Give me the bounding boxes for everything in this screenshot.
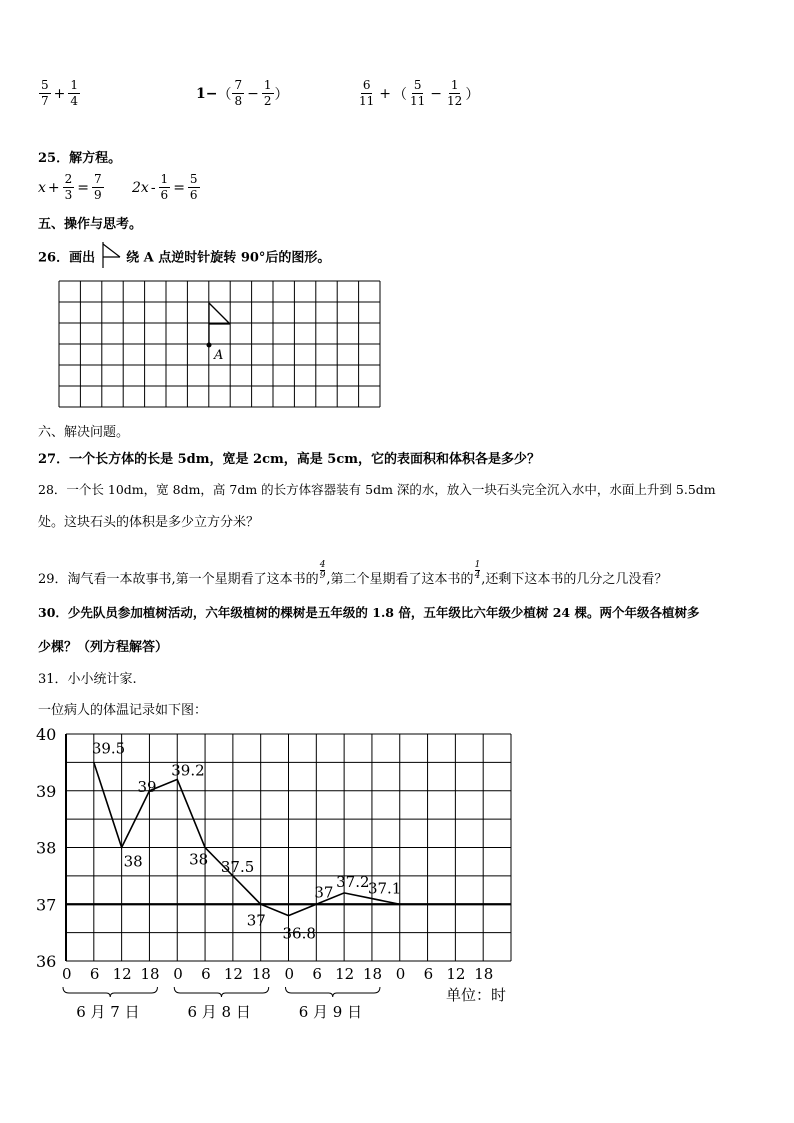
q31-intro: 一位病人的体温记录如下图： (38, 703, 208, 718)
x-tick-label: 18 (362, 965, 383, 983)
group-label: 6 月 9 日 (298, 1003, 363, 1021)
q28-line2: 处。这块石头的体积是多少立方分米？ (38, 515, 260, 530)
x-tick-label: 6 (201, 965, 211, 983)
q28-line1: 28．一个长 10dm，宽 8dm，高 7dm 的长方体容器装有 5dm 深的水，放入一块石头完全沉入水中，水面上升到 5.5dm (38, 482, 716, 497)
x-tick-label: 6 (423, 965, 434, 983)
point-label: 37.5 (220, 857, 255, 876)
q30-line2: 少棵？（列方程解答） (38, 640, 169, 655)
q30-line1: 30．少先队员参加植树活动，六年级植树的棵树是五年级的 1.8 倍，五年级比六年级少植树 24 棵。两个年级各植树多 (38, 605, 700, 620)
y-tick-label: 36 (36, 952, 57, 971)
x-tick-label: 12 (335, 965, 355, 983)
x-tick-label: 18 (140, 965, 160, 983)
x-tick-label: 0 (62, 965, 72, 983)
calc-expr-3: $\frac{6}{11}$ + （ $\frac{5}{11}$ − $\frac{1}{12}$ ） (359, 78, 480, 108)
point-label: 37.2 (336, 872, 370, 891)
point-label: 38 (123, 852, 143, 871)
q29-text: 29．淘气看一本故事书,第一个星期看了这本书的 $\frac{4}{9}$ ,第二个星期看了这本书的 $\frac{1}{4}$ ,还剩下这本书的几分之几没看？ (38, 560, 668, 587)
calc-expr-1: $\frac{5}{7}$ + $\frac{1}{4}$ (41, 78, 79, 108)
point-label: 36.8 (282, 924, 316, 943)
q31-label: 31．小小统计家. (38, 672, 137, 687)
unit-label: 单位：时 (446, 986, 507, 1004)
q27-text: 27．一个长方体的长是 5dm，宽是 2cm，高是 5cm，它的表面积和体积各是多少？ (38, 452, 540, 467)
x-tick-label: 12 (446, 965, 466, 983)
equation-1: x + $\frac{2}{3}$ = $\frac{7}{9}$ (38, 172, 102, 202)
point-label: 39.2 (171, 761, 205, 780)
group-label: 6 月 7 日 (76, 1003, 140, 1021)
x-tick-label: 18 (251, 965, 271, 983)
point-label: 37 (246, 911, 266, 930)
group-label: 6 月 8 日 (187, 1003, 251, 1021)
q26-text: 26．画出 绕 A 点逆时针旋转 90°后的图形。 (38, 245, 330, 271)
y-tick-label: 40 (36, 725, 57, 744)
point-a (207, 343, 212, 348)
point-label: 39.5 (91, 739, 126, 758)
section-6-heading: 六、解决问题。 (38, 425, 130, 440)
point-label: 39 (137, 777, 157, 796)
x-tick-label: 6 (89, 965, 100, 983)
x-tick-label: 0 (395, 965, 406, 983)
group-brace (63, 987, 157, 997)
q25-label: 25．解方程。 (38, 151, 122, 166)
flag-shape-icon (100, 242, 122, 268)
point-label: 37.1 (367, 879, 402, 898)
x-tick-label: 6 (312, 965, 322, 983)
calc-expr-2: 1− （ $\frac{7}{8}$ − $\frac{1}{2}$ ） (196, 78, 289, 108)
temperature-chart (28, 722, 548, 1022)
point-label: 38 (189, 850, 209, 869)
y-tick-label: 38 (36, 838, 57, 858)
section-5-heading: 五、操作与思考。 (38, 217, 143, 232)
y-tick-label: 39 (36, 781, 57, 801)
y-tick-label: 37 (36, 895, 57, 915)
group-brace (286, 987, 380, 997)
group-brace (174, 987, 268, 997)
x-tick-label: 18 (474, 965, 494, 983)
equation-2: 2x - $\frac{1}{6}$ = $\frac{5}{6}$ (132, 172, 198, 202)
point-a-label: A (214, 348, 224, 363)
rotation-grid (58, 280, 383, 410)
x-tick-label: 0 (173, 965, 183, 983)
x-tick-label: 0 (284, 965, 295, 983)
x-tick-label: 12 (112, 965, 132, 983)
x-tick-label: 12 (223, 965, 243, 983)
point-label: 37 (314, 883, 334, 902)
